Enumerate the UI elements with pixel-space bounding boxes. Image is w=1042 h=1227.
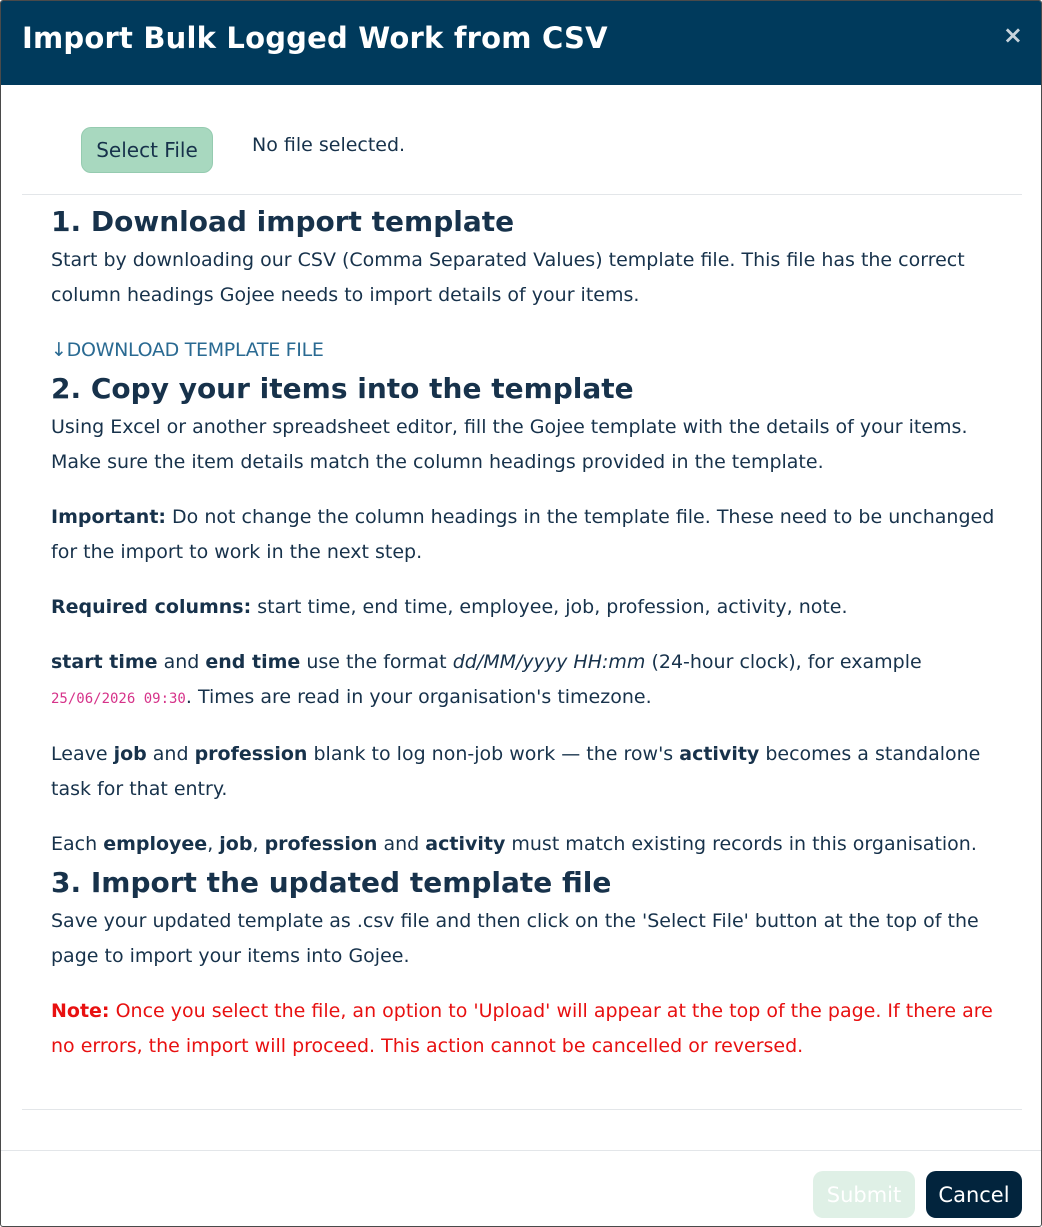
select-file-button[interactable]: Select File	[81, 127, 213, 173]
download-template-link[interactable]	[51, 333, 324, 368]
step1-heading: 1. Download import template	[51, 205, 515, 238]
time-format: dd/MM/yyyy HH:mm	[452, 651, 646, 673]
step3-heading: 3. Import the updated template file	[51, 866, 612, 899]
modal-title: Import Bulk Logged Work from CSV	[22, 21, 608, 55]
instructions	[51, 201, 1001, 1064]
leave-blank-paragraph: Leave job and profession blank to log non-job work — the row's activity becomes a standalone task for that entry.	[51, 743, 981, 800]
step2-heading: 2. Copy your items into the template	[51, 372, 634, 405]
top-divider	[22, 194, 1022, 195]
step2-body: Using Excel or another spreadsheet editor, fill the Gojee template with the details of your items. Make sure the item details match the column headings provided in the template.	[51, 416, 968, 473]
required-columns-paragraph: Required columns: start time, end time, employee, job, profession, activity, note.	[51, 596, 848, 618]
time-example-code: 25/06/2026 09:30	[51, 691, 186, 707]
file-status-text: No file selected.	[252, 134, 406, 156]
close-icon[interactable]: ×	[1002, 21, 1023, 49]
important-paragraph: Important: Do not change the column headings in the template file. These need to be unchanged for the import to work in the next step.	[51, 506, 995, 563]
note-label: Note:	[51, 1000, 110, 1022]
submit-button[interactable]: Submit	[813, 1171, 915, 1218]
arrow-down-icon: ↓	[51, 339, 67, 361]
bottom-divider	[22, 1109, 1022, 1110]
step3-body: Save your updated template as .csv file and then click on the 'Select File' button at the top of the page to import your items into Gojee.	[51, 910, 979, 967]
download-template-label: DOWNLOAD TEMPLATE FILE	[66, 339, 324, 361]
important-label: Important:	[51, 506, 167, 528]
footer-divider	[1, 1150, 1042, 1151]
time-format-paragraph: start time and end time use the format dd/MM/yyyy HH:mm (24-hour clock), for example 25/06/2026 09:30. Times are read in your organisation's timezone.	[51, 651, 922, 708]
step1-body: Start by downloading our CSV (Comma Separated Values) template file. This file has the correct column headings Gojee needs to import details of your items.	[51, 249, 965, 306]
match-records-paragraph: Each employee, job, profession and activity must match existing records in this organisation.	[51, 833, 977, 855]
note-paragraph: Note: Once you select the file, an option to 'Upload' will appear at the top of the page. If there are no errors, the import will proceed. This action cannot be cancelled or reversed.	[51, 1000, 993, 1057]
modal-header	[1, 1, 1042, 85]
cancel-button[interactable]: Cancel	[926, 1171, 1022, 1218]
required-label: Required columns:	[51, 596, 252, 618]
